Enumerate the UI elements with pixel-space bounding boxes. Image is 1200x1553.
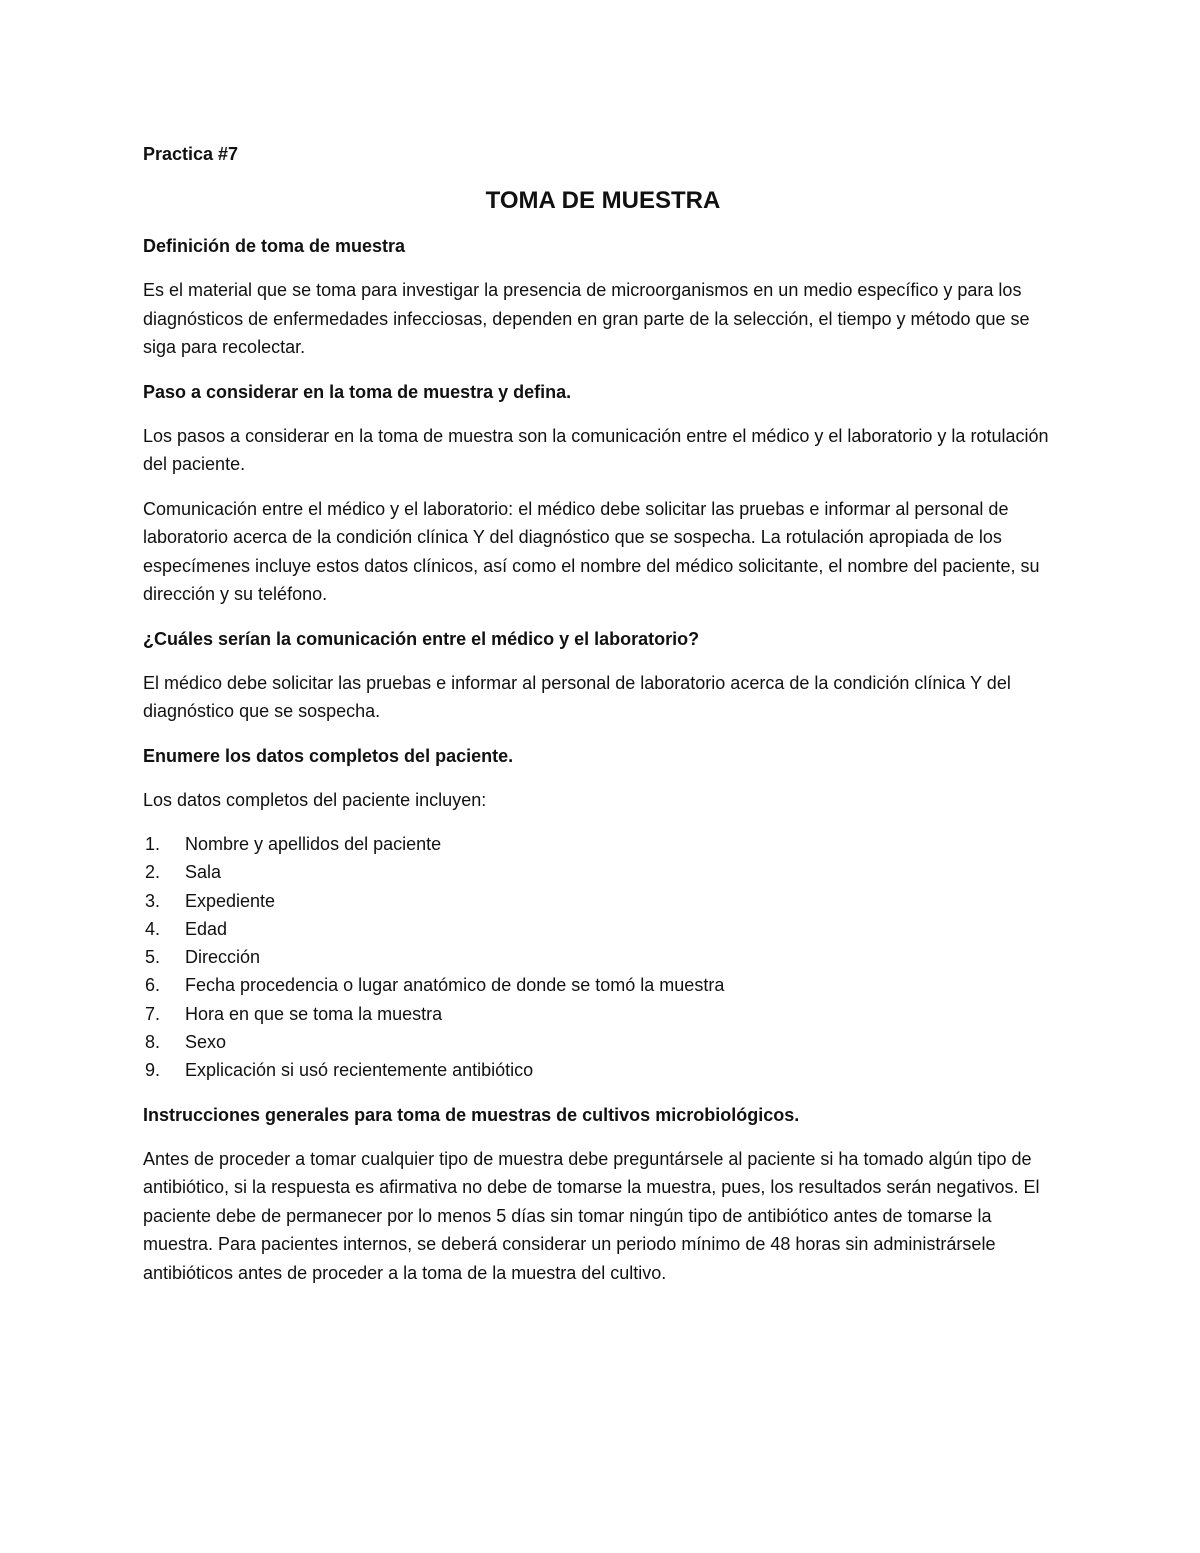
paragraph-communication: Comunicación entre el médico y el laboratorio: el médico debe solicitar las pruebas e informar al personal de laboratorio acerca de la condición clínica Y del diagnóstico que se sospecha. La rotulación apropiada de los especímenes incluye estos datos clínicos, así como el nombre del médico solicitante, el nombre del paciente, su dirección y su teléfono. [143, 498, 1040, 604]
list-item-text: Sala [185, 862, 222, 883]
section-heading-question: ¿Cuáles serían la comunicación entre el médico y el laboratorio? [143, 628, 700, 649]
section-heading-steps: Paso a considerar en la toma de muestra y defina. [143, 381, 572, 402]
paragraph-definition: Es el material que se toma para investigar la presencia de microorganismos en un medio específico y para los diagnósticos de enfermedades infecciosas, dependen en gran parte de la selección, el tiempo y método que se siga para recolectar. [143, 280, 1030, 357]
list-item-number: 8. [145, 1032, 161, 1053]
paragraph-steps: Los pasos a considerar en la toma de muestra son la comunicación entre el médico y el laboratorio y la rotulación del paciente. [143, 425, 1049, 474]
practice-label: Practica #7 [143, 144, 239, 164]
list-item [143, 1000, 1063, 1028]
list-item-number: 2. [145, 862, 161, 883]
section-heading-definition: Definición de toma de muestra [143, 236, 406, 256]
paragraph-instructions: Antes de proceder a tomar cualquier tipo de muestra debe preguntársele al paciente si ha tomado algún tipo de antibiótico, si la respuesta es afirmativa no debe de tomarse la muestra, pues, los resultados serán negativos. El paciente debe de permanecer por lo menos 5 días sin tomar ningún tipo de antibiótico antes de tomarse la muestra. Para pacientes internos, se deberá considerar un periodo mínimo de 48 horas sin administrársele antibióticos antes de proceder a la toma de la muestra del cultivo. [143, 1148, 1040, 1283]
document-page [143, 140, 1063, 1303]
list-item [143, 1056, 1063, 1084]
list-item [143, 1028, 1063, 1056]
list-item-number: 5. [145, 947, 161, 968]
section-heading-instructions: Instrucciones generales para toma de muestras de cultivos microbiológicos. [143, 1104, 800, 1125]
list-item-text: Nombre y apellidos del paciente [185, 834, 442, 854]
list-item [143, 971, 1063, 999]
list-item-text: Dirección [185, 947, 261, 968]
list-item-text: Sexo [185, 1032, 227, 1053]
list-item-number: 6. [145, 975, 161, 996]
list-item-text: Explicación si usó recientemente antibiótico [185, 1060, 534, 1081]
list-item-text: Hora en que se toma la muestra [185, 1003, 443, 1024]
list-item [143, 943, 1063, 971]
list-item-number: 3. [145, 890, 161, 911]
paragraph-patient-data-intro: Los datos completos del paciente incluyen: [143, 789, 487, 810]
list-item-number: 4. [145, 918, 161, 939]
patient-data-list [143, 830, 1063, 1085]
list-item [143, 915, 1063, 943]
list-item [143, 858, 1063, 886]
document-title: TOMA DE MUESTRA [485, 187, 721, 214]
list-item-number: 7. [145, 1003, 161, 1024]
list-item [143, 887, 1063, 915]
list-item-text: Expediente [185, 890, 276, 911]
list-item-text: Fecha procedencia o lugar anatómico de donde se tomó la muestra [185, 975, 725, 996]
list-item [143, 830, 1063, 858]
paragraph-answer: El médico debe solicitar las pruebas e informar al personal de laboratorio acerca de la condición clínica Y del diagnóstico que se sospecha. [143, 672, 1011, 721]
list-item-text: Edad [185, 918, 228, 939]
list-item-number: 9. [145, 1060, 161, 1081]
list-item-number: 1. [145, 834, 161, 854]
section-heading-patient-data: Enumere los datos completos del paciente. [143, 745, 514, 766]
